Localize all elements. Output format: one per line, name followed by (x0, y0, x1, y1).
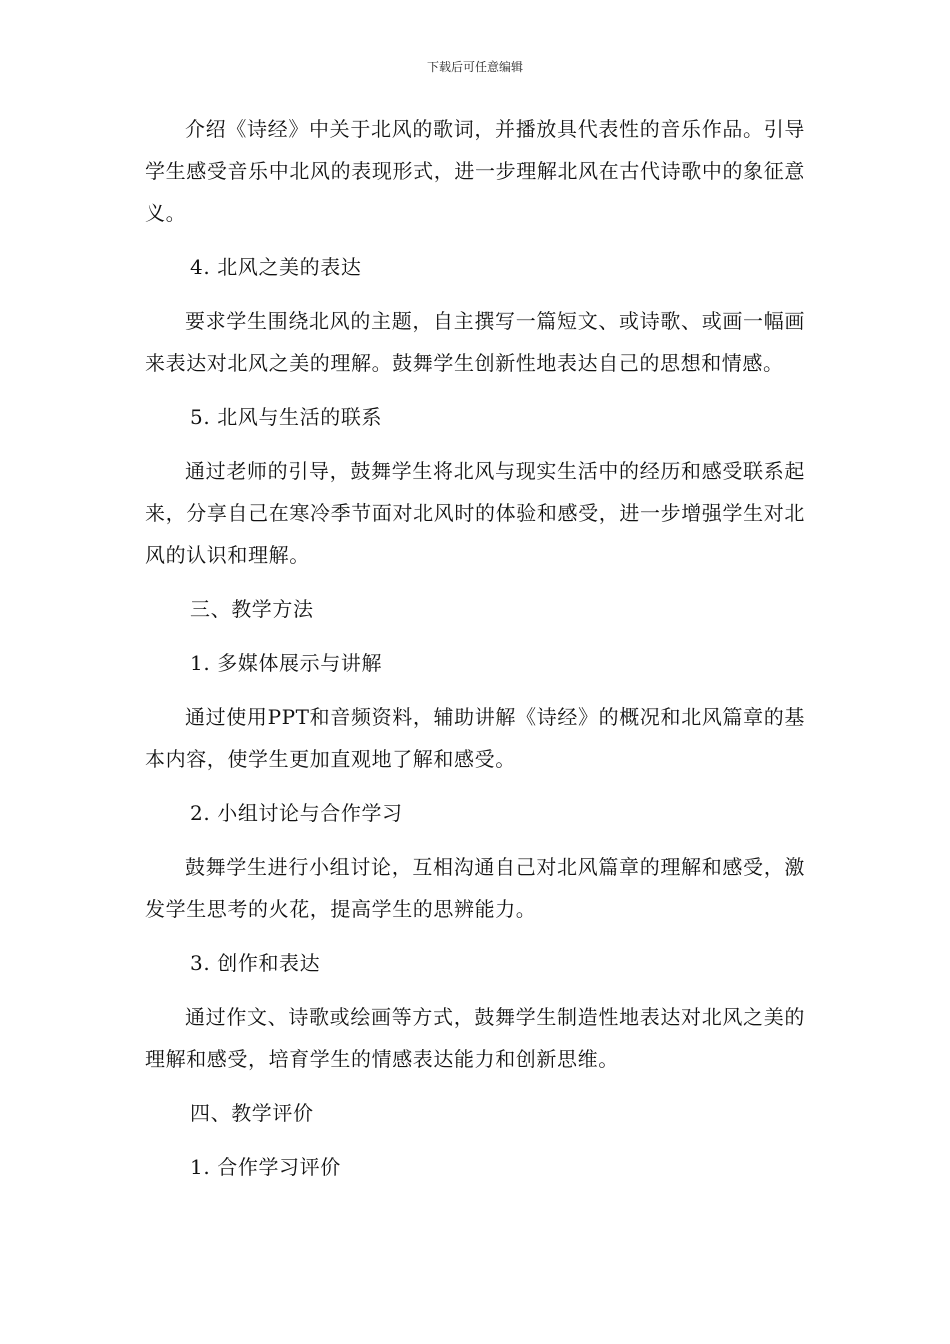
paragraph: 鼓舞学生进行小组讨论，互相沟通自己对北风篇章的理解和感受，激发学生思考的火花，提高学生的思辨能力。 (145, 855, 805, 921)
paragraph: 通过作文、诗歌或绘画等方式，鼓舞学生制造性地表达对北风之美的理解和感受，培育学生的情感表达能力和创新思维。 (145, 1005, 805, 1071)
section-heading: 1. 多媒体展示与讲解 (190, 651, 383, 675)
section-heading: 3. 创作和表达 (190, 951, 321, 975)
page-header: 下载后可任意编辑 (426, 60, 523, 74)
paragraph: 介绍《诗经》中关于北风的歌词，并播放具代表性的音乐作品。引导学生感受音乐中北风的表现形式，进一步理解北风在古代诗歌中的象征意义。 (145, 117, 805, 225)
section-heading: 4. 北风之美的表达 (190, 255, 362, 279)
document-body (145, 108, 805, 1188)
section-heading: 5. 北风与生活的联系 (190, 405, 383, 429)
paragraph: 要求学生围绕北风的主题，自主撰写一篇短文、或诗歌、或画一幅画来表达对北风之美的理解。鼓舞学生创新性地表达自己的思想和情感。 (145, 309, 805, 375)
section-heading: 1. 合作学习评价 (190, 1155, 341, 1179)
section-heading: 四、教学评价 (190, 1101, 314, 1125)
section-heading: 2. 小组讨论与合作学习 (190, 801, 403, 825)
paragraph: 通过使用PPT和音频资料，辅助讲解《诗经》的概况和北风篇章的基本内容，使学生更加直观地了解和感受。 (145, 705, 805, 771)
paragraph: 通过老师的引导，鼓舞学生将北风与现实生活中的经历和感受联系起来，分享自己在寒冷季节面对北风时的体验和感受，进一步增强学生对北风的认识和理解。 (145, 459, 805, 567)
section-heading: 三、教学方法 (190, 597, 314, 621)
